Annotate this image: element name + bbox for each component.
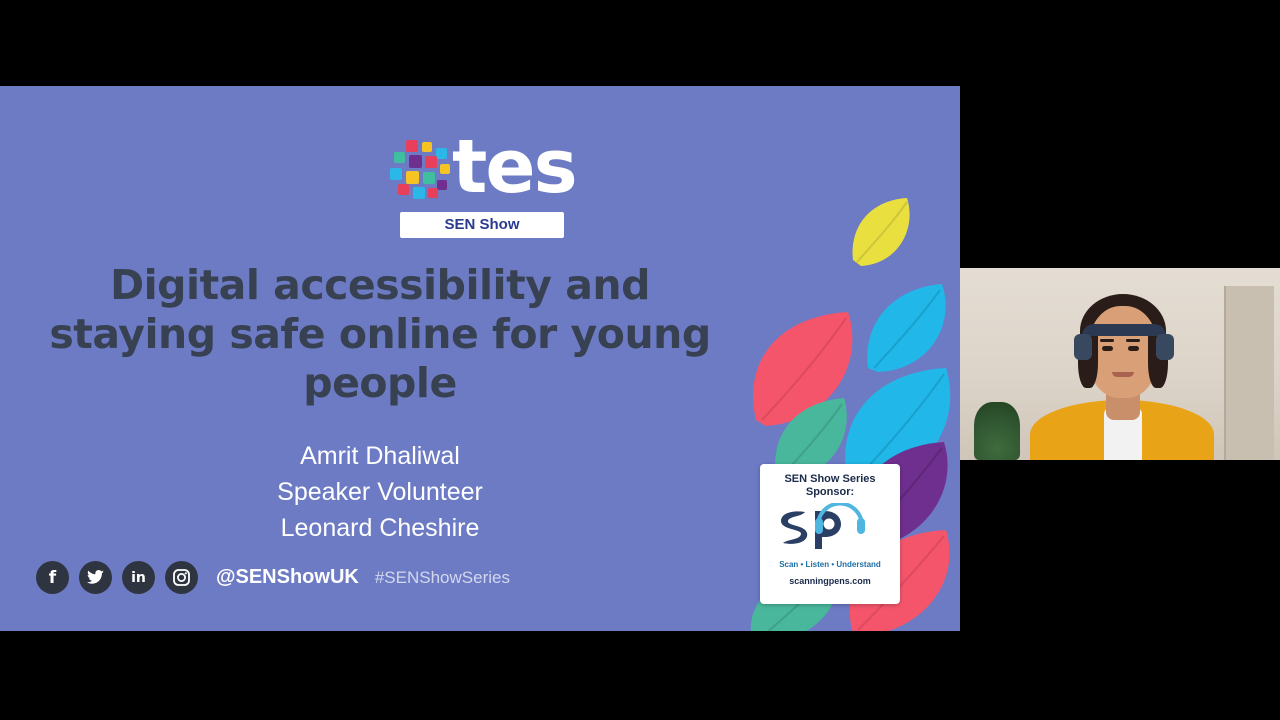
linkedin-icon[interactable] bbox=[122, 561, 155, 594]
sponsor-tagline: Scan • Listen • Understand bbox=[779, 560, 881, 569]
person-brow-right bbox=[1126, 339, 1140, 342]
facebook-icon[interactable] bbox=[36, 561, 69, 594]
participant-video-tile[interactable] bbox=[960, 268, 1280, 460]
sen-show-badge bbox=[400, 212, 564, 238]
headphone-earcup-left bbox=[1074, 334, 1092, 360]
scanning-pens-logo bbox=[775, 503, 885, 559]
sponsor-url: scanningpens.com bbox=[789, 576, 871, 586]
tes-mosaic-icon bbox=[390, 140, 452, 202]
person-brow-left bbox=[1100, 339, 1114, 342]
tes-logo bbox=[390, 124, 576, 238]
speaker-organisation: Leonard Cheshire bbox=[280, 514, 480, 542]
video-person bbox=[1052, 290, 1192, 460]
social-hashtag: #SENShowSeries bbox=[374, 567, 510, 587]
person-mouth bbox=[1112, 372, 1134, 377]
linkedin-glyph: in bbox=[131, 569, 146, 586]
speaker-block bbox=[30, 438, 730, 546]
person-eye-right bbox=[1128, 346, 1139, 351]
speaker-role: Speaker Volunteer bbox=[277, 478, 483, 506]
twitter-icon[interactable] bbox=[79, 561, 112, 594]
tes-wordmark: tes bbox=[452, 124, 576, 210]
headphones-band-icon bbox=[1082, 324, 1166, 336]
instagram-icon[interactable] bbox=[165, 561, 198, 594]
slide-title: Digital accessibility and staying safe online for young people bbox=[49, 261, 711, 407]
facebook-glyph: f bbox=[48, 567, 57, 588]
social-handle: @SENShowUK bbox=[216, 566, 359, 588]
social-bar bbox=[36, 561, 510, 594]
leaf-yellow-top bbox=[845, 196, 919, 268]
leaf-cyan-upper bbox=[862, 282, 956, 374]
person-eye-left bbox=[1102, 346, 1113, 351]
sponsor-card bbox=[760, 464, 900, 604]
headphone-earcup-right bbox=[1156, 334, 1174, 360]
presentation-slide bbox=[0, 86, 960, 631]
video-plant bbox=[974, 402, 1020, 460]
speaker-name: Amrit Dhaliwal bbox=[300, 442, 460, 470]
sponsor-title: SEN Show Series Sponsor: bbox=[784, 473, 876, 498]
video-door bbox=[1224, 286, 1274, 460]
sen-show-badge-label: SEN Show bbox=[444, 216, 520, 233]
